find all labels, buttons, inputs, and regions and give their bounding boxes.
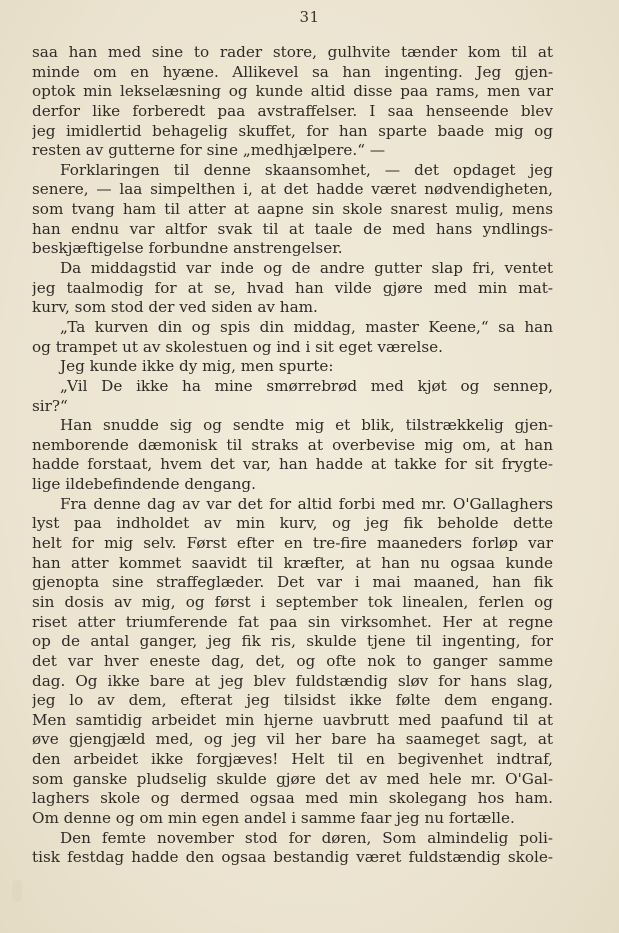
- text-line: Fra denne dag av var det for altid forbi med mr. O'Gallaghers: [60, 494, 553, 513]
- text-line: Jeg kunde ikke dy mig, men spurte:: [60, 357, 334, 376]
- text-line: øve gjengjæld med, og jeg vil her bare ha saameget sagt, at: [32, 730, 553, 749]
- text-line: laghers skole og dermed ogsaa med min skolegang hos ham.: [32, 789, 553, 808]
- text-line: Men samtidig arbeidet min hjerne uavbrutt med paafund til at: [32, 710, 553, 729]
- text-line: op de antal ganger, jeg fik ris, skulde tjene til ingenting, for: [32, 632, 553, 651]
- text-line: senere, — laa simpelthen i, at det hadde været nødvendigheten,: [32, 180, 553, 199]
- text-line: som tvang ham til atter at aapne sin skole snarest mulig, mens: [32, 200, 553, 219]
- text-line: saa han med sine to rader store, gulhvite tænder kom til at: [32, 43, 553, 61]
- text-line: lige ildebefindende dengang.: [32, 475, 256, 494]
- text-line: Forklaringen til denne skaansomhet, — det opdaget jeg: [60, 160, 553, 179]
- text-line: den arbeidet ikke forgjæves! Helt til en begivenhet indtraf,: [32, 750, 553, 769]
- text-line: det var hver eneste dag, det, og ofte nok to ganger samme: [32, 651, 553, 670]
- text-line: „Vil De ikke ha mine smørrebrød med kjøt og sennep,: [60, 376, 553, 395]
- paper-blemish: [12, 880, 22, 902]
- text-line: Han snudde sig og sendte mig et blik, tilstrækkelig gjen-: [60, 416, 553, 435]
- text-line: optok min lekselæsning og kunde altid disse paa rams, men var: [32, 82, 553, 101]
- page-number: 31: [299, 8, 320, 26]
- text-line: Den femte november stod for døren, Som almindelig poli-: [60, 828, 553, 847]
- text-line: beskjæftigelse forbundne anstrengelser.: [32, 239, 343, 258]
- body-text: [32, 43, 553, 868]
- text-line: Da middagstid var inde og de andre gutter slap fri, ventet: [60, 259, 553, 278]
- text-line: riset atter triumferende fat paa sin virksomhet. Her at regne: [32, 612, 553, 631]
- text-line: gjenopta sine straffeglæder. Det var i mai maaned, han fik: [32, 573, 553, 592]
- text-line: Om denne og om min egen andel i samme faar jeg nu fortælle.: [32, 808, 515, 827]
- text-line: jeg imidlertid behagelig skuffet, for han sparte baade mig og: [32, 121, 553, 140]
- text-line: derfor like forberedt paa avstraffelser. I saa henseende blev: [32, 101, 553, 120]
- text-line: sin dosis av mig, og først i september tok linealen, ferlen og: [32, 592, 553, 611]
- text-line: nemborende dæmonisk til straks at overbevise mig om, at han: [32, 435, 553, 454]
- text-line: kurv, som stod der ved siden av ham.: [32, 298, 318, 317]
- text-line: minde om en hyæne. Allikevel sa han ingenting. Jeg gjen-: [32, 62, 553, 81]
- text-line: lyst paa indholdet av min kurv, og jeg fik beholde dette: [32, 514, 553, 533]
- text-line: dag. Og ikke bare at jeg blev fuldstændig sløv for hans slag,: [32, 671, 553, 690]
- text-line: og trampet ut av skolestuen og ind i sit eget værelse.: [32, 337, 443, 356]
- text-line: „Ta kurven din og spis din middag, master Keene,“ sa han: [60, 317, 553, 336]
- text-line: sir?“: [32, 396, 68, 415]
- text-line: hadde forstaat, hvem det var, han hadde at takke for sit frygte-: [32, 455, 553, 474]
- text-line: han atter kommet saavidt til kræfter, at han nu ogsaa kunde: [32, 553, 553, 572]
- text-line: jeg lo av dem, efterat jeg tilsidst ikke følte dem engang.: [32, 691, 553, 710]
- text-line: tisk festdag hadde den ogsaa bestandig været fuldstændig skole-: [32, 848, 553, 867]
- text-line: resten av gutterne for sine „medhjælpere.“ —: [32, 141, 386, 160]
- text-line: jeg taalmodig for at se, hvad han vilde gjøre med min mat-: [32, 278, 553, 297]
- text-line: helt for mig selv. Først efter en tre-fire maaneders forløp var: [32, 534, 553, 553]
- text-line: han endnu var altfor svak til at taale de med hans yndlings-: [32, 219, 553, 238]
- text-line: som ganske pludselig skulde gjøre det av med hele mr. O'Gal-: [32, 769, 553, 788]
